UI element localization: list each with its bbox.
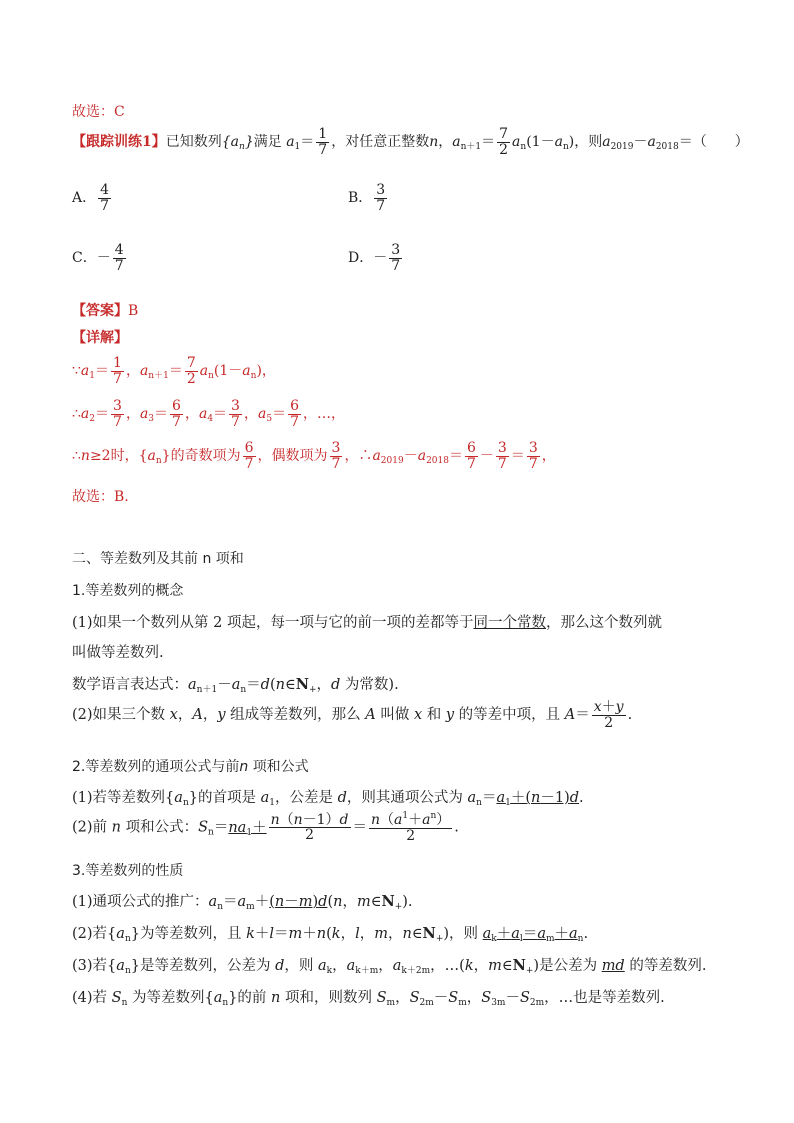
property-4: (4)若 $S_n$ 为等差数列$\{a_n\}$的前 n 项和，则数列 $S_m$，$S_{2m}-S_m$，$S_{3m}-S_{2m}$，…也是等差数列.	[72, 990, 665, 1008]
option-c: C．－ $\frac{4}{7}$	[72, 242, 124, 274]
solution-final: 故选：B.	[72, 489, 129, 505]
property-3: (3)若$\{a_n\}$是等差数列，公差为 d，则 $a_k$，$a_{k+m}$，$a_{k+2m}$，…(k，$m\in N_+$)是公差为 md 的等差数列.	[72, 957, 707, 976]
property-1: (1)通项公式的推广：$a_n=a_m+(n-m)d(n$，$m\in N_+$).	[72, 893, 413, 912]
exercise-text: 满足	[253, 134, 282, 151]
heading-2: 2.等差数列的通项公式与前n 项和公式	[72, 759, 309, 775]
para-5: (2)前 n 项和公式：$S_n=na_1+$ $\frac{n(n-1)d}{2}$ ＝ $\frac{n(a^1+a^n)}{2}$ .	[72, 811, 459, 844]
exercise-text: 已知数列	[165, 134, 222, 151]
heading-3: 3.等差数列的性质	[72, 863, 184, 879]
detail-label: 【详解】	[72, 330, 128, 346]
option-d: D．－ $\frac{3}{7}$	[348, 242, 401, 274]
section-title: 二、等差数列及其前 n 项和	[72, 551, 244, 567]
fraction: $\frac{7}{2}$	[499, 126, 509, 158]
solution-line-1: $\because a_1=$ $\frac{1}{7}$ ，$a_{n+1}=$ $\frac{7}{2}$ $a_n(1-a_n)$，	[72, 355, 276, 387]
heading-1: 1.等差数列的概念	[72, 583, 184, 599]
option-b: B． $\frac{3}{7}$	[348, 182, 386, 214]
para-3: (2)如果三个数 x，A，y 组成等差数列，那么 A 叫做 x 和 y 的等差中项，且 A＝ $\frac{x+y}{2}$ .	[72, 699, 633, 731]
exercise-text: ，对任意正整数	[331, 134, 430, 151]
para-2: 数学语言表达式：$a_{n+1}-a_n=d(n\in N_+$，d 为常数).	[72, 676, 399, 695]
property-2: (2)若$\{a_n\}$为等差数列，且 k＋l＝m＋n(k，l，m，$n\in N_+$)，则 $a_k+a_l=a_m+a_n$.	[72, 925, 589, 944]
answer-label: 【答案】	[72, 303, 128, 319]
solution-line-2: $\therefore a_2=$ $\frac{3}{7}$ ，$a_3=$ $\frac{6}{7}$ ，$a_4=$ $\frac{3}{7}$ ，$a_5=$ $\frac{6}{7}$ ，…，	[72, 398, 345, 430]
para-4: (1)若等差数列$\{a_n\}$的首项是 $a_1$，公差是 d，则其通项公式为 $a_n=a_1+(n-1)d$.	[72, 790, 584, 808]
exercise-statement: 【跟踪训练1】已知数列$\{a_n\}$满足 $a_1=$ $\frac{1}{7}$ ，对任意正整数n，$a_{n+1}=$ $\frac{7}{2}$ $a_n(1-a_n)$，则$a_{2019}-a_{2018}=$（ ）	[72, 126, 749, 158]
option-a: A． $\frac{4}{7}$	[72, 182, 110, 214]
exercise-text: （ ）	[692, 134, 749, 151]
exercise-label: 【跟踪训练1】	[72, 134, 166, 151]
answer-line	[72, 300, 138, 320]
para-1: (1)如果一个数列从第 2 项起，每一项与它的前一项的差都等于同一个常数，那么这个数列就	[72, 615, 662, 631]
para-1-cont: 叫做等差数列.	[72, 645, 164, 661]
exercise-text: ，则	[574, 134, 603, 151]
answer-value: B	[128, 303, 139, 319]
solution-line-3: ∴n≥2时，$\{a_n\}$的奇数项为 $\frac{6}{7}$ ，偶数项为 $\frac{3}{7}$ ，$\therefore a_{2019}-a_{2018}=$ $\frac{6}{7}$ － $\frac{3}{7}$ ＝ $\frac{3}{7}$ ，	[72, 440, 556, 472]
prev-answer-choice: 故选：C	[72, 104, 125, 120]
fraction: $\frac{1}{7}$	[318, 126, 328, 158]
